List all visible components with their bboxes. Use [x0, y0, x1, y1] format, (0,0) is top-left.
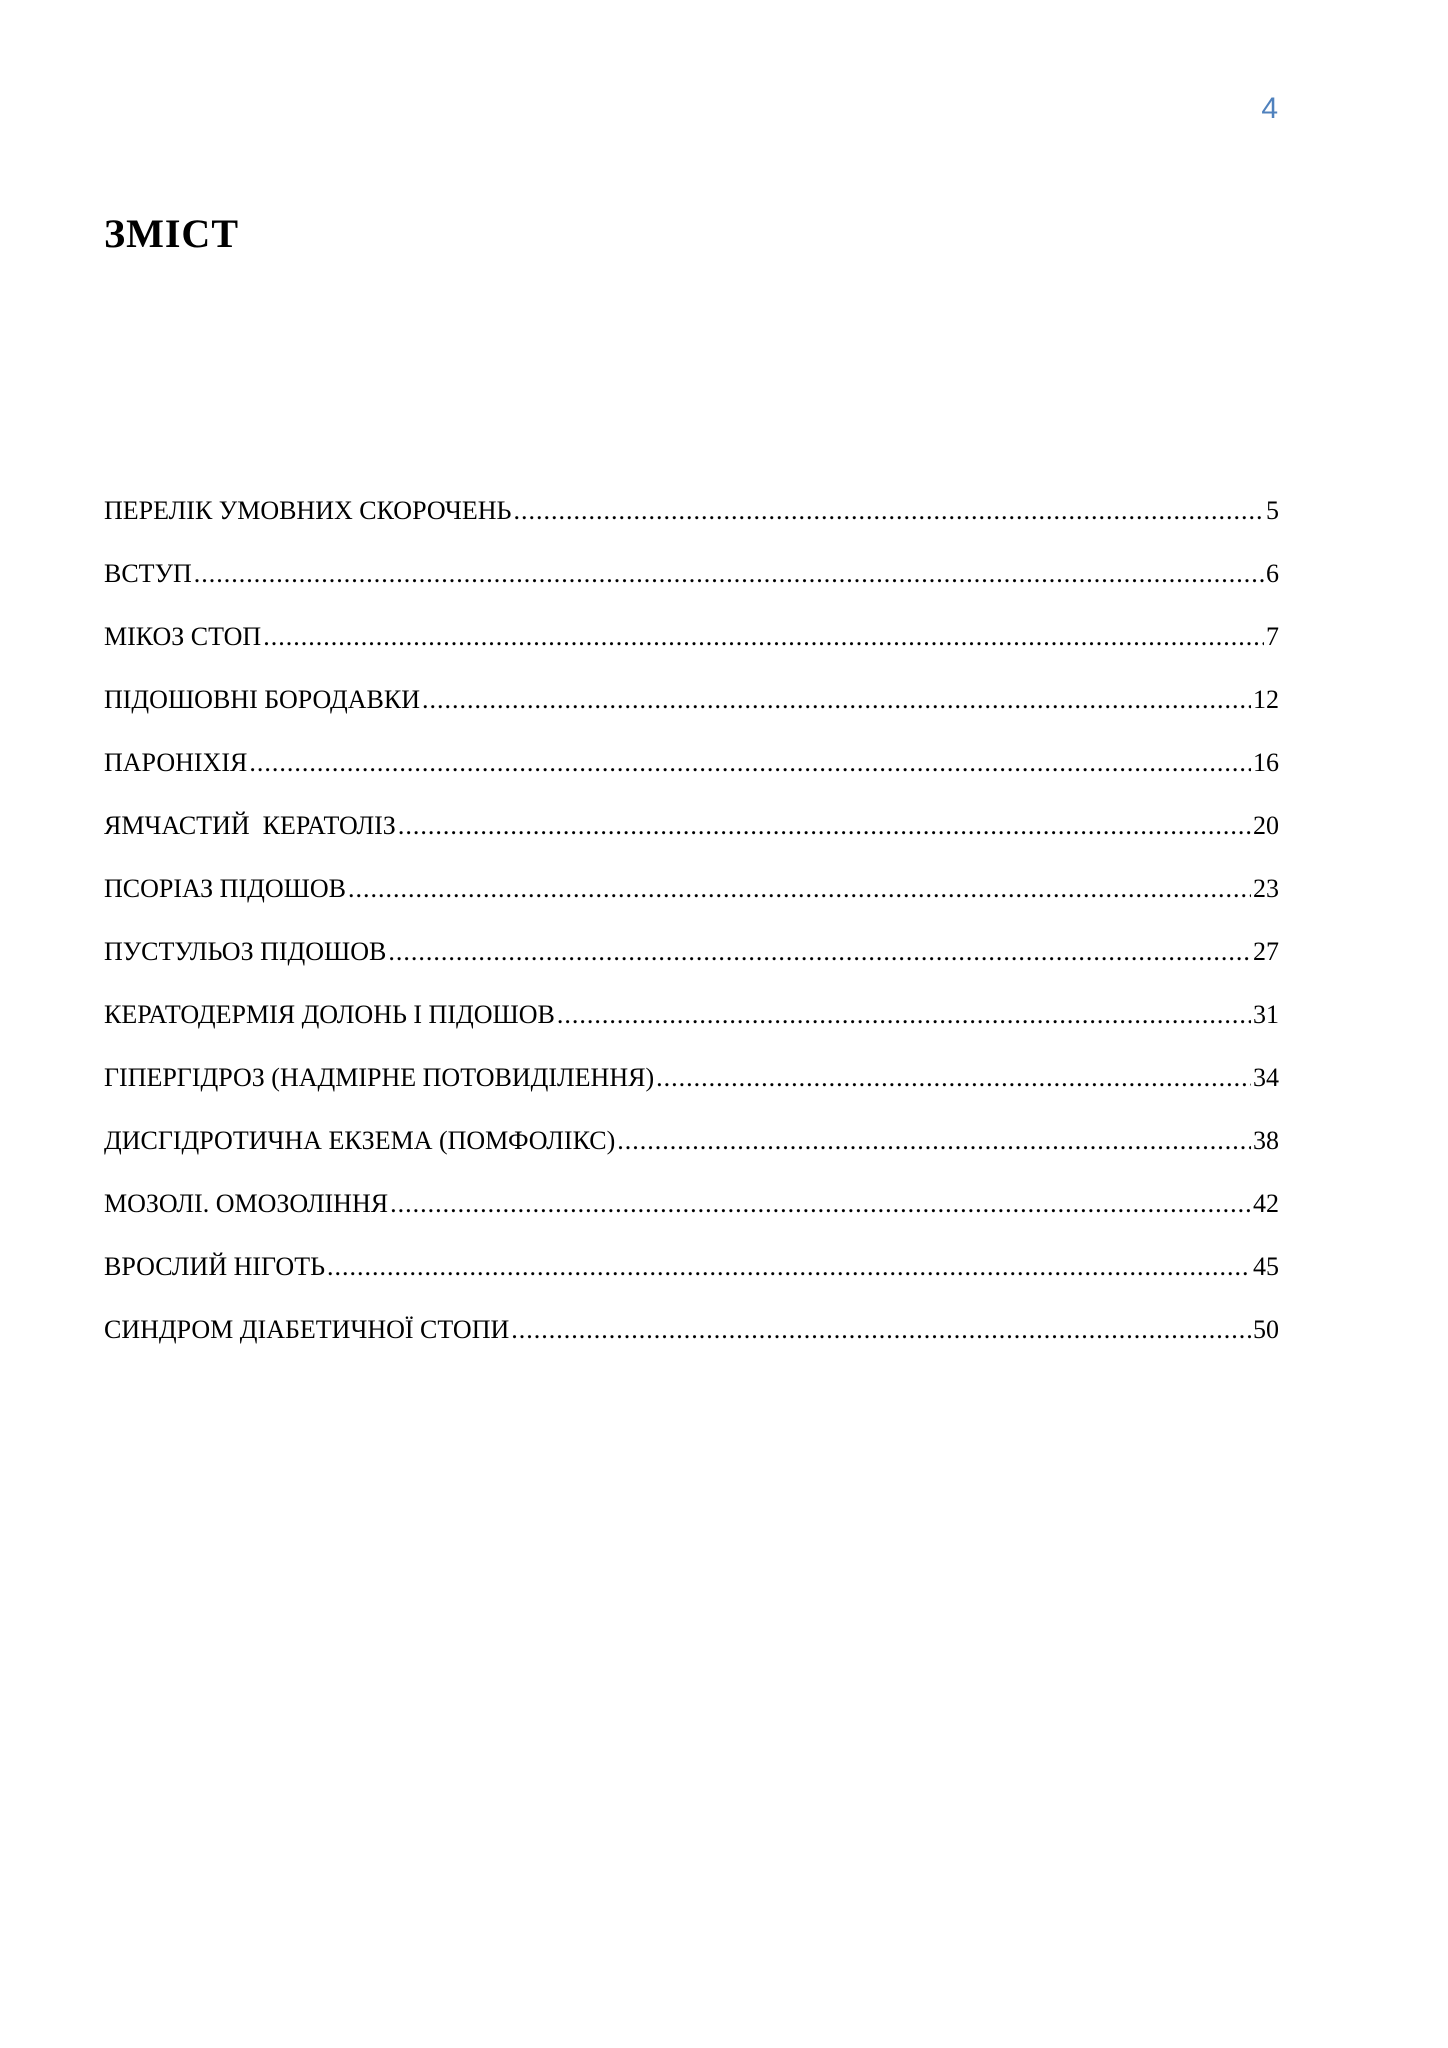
toc-entry-title: СИНДРОМ ДІАБЕТИЧНОЇ СТОПИ [104, 1315, 510, 1344]
toc-dot-leader [557, 998, 1251, 1032]
toc-dot-leader [263, 620, 1264, 654]
toc-dot-leader [327, 1250, 1251, 1284]
toc-entry[interactable] [104, 998, 1279, 1061]
toc-entry-title: ЯМЧАСТИЙ КЕРАТОЛІЗ [104, 811, 396, 840]
toc-entry-title: ПАРОНІХІЯ [104, 748, 248, 777]
toc-entry-title: МІКОЗ СТОП [104, 622, 262, 651]
toc-dot-leader [513, 494, 1264, 528]
toc-entry-page: 45 [1253, 1252, 1279, 1281]
toc-entry-title: ПІДОШОВНІ БОРОДАВКИ [104, 685, 420, 714]
toc-entry-title: ПУСТУЛЬОЗ ПІДОШОВ [104, 937, 387, 966]
toc-entry[interactable] [104, 1124, 1279, 1187]
toc-entry[interactable] [104, 809, 1279, 872]
toc-entry[interactable] [104, 1313, 1279, 1376]
toc-entry-page: 7 [1266, 622, 1279, 651]
toc-dot-leader [422, 683, 1251, 717]
toc-entry-title: ДИСГІДРОТИЧНА ЕКЗЕМА (ПОМФОЛІКС) [104, 1126, 616, 1155]
toc-entry-page: 38 [1253, 1126, 1279, 1155]
toc-entry-page: 6 [1266, 559, 1279, 588]
toc-entry[interactable] [104, 935, 1279, 998]
toc-entry[interactable] [104, 683, 1279, 746]
toc-dot-leader [398, 809, 1251, 843]
toc-entry-page: 20 [1253, 811, 1279, 840]
toc-entry-page: 12 [1253, 685, 1279, 714]
toc-entry-title: ВСТУП [104, 559, 192, 588]
toc-dot-leader [656, 1061, 1251, 1095]
toc-entry-page: 23 [1253, 874, 1279, 903]
toc-dot-leader [388, 935, 1251, 969]
toc-entry-page: 50 [1253, 1315, 1279, 1344]
toc-entry-title: ГІПЕРГІДРОЗ (НАДМІРНЕ ПОТОВИДІЛЕННЯ) [104, 1063, 655, 1092]
toc-entry-page: 27 [1253, 937, 1279, 966]
toc-entry-title: ПЕРЕЛІК УМОВНИХ СКОРОЧЕНЬ [104, 496, 512, 525]
toc-entry-page: 16 [1253, 748, 1279, 777]
toc-entry-page: 34 [1253, 1063, 1279, 1092]
toc-dot-leader [511, 1313, 1251, 1347]
toc-entry[interactable] [104, 1187, 1279, 1250]
toc-dot-leader [390, 1187, 1251, 1221]
page-number: 4 [1261, 92, 1278, 125]
toc-heading: ЗМІСТ [104, 211, 239, 256]
toc-entry-title: ПСОРІАЗ ПІДОШОВ [104, 874, 346, 903]
toc-entry[interactable] [104, 1061, 1279, 1124]
toc-entry-page: 42 [1253, 1189, 1279, 1218]
toc-entry[interactable] [104, 494, 1279, 557]
toc-entry[interactable] [104, 1250, 1279, 1313]
toc-entry[interactable] [104, 620, 1279, 683]
toc-entry-title: КЕРАТОДЕРМІЯ ДОЛОНЬ І ПІДОШОВ [104, 1000, 555, 1029]
toc-dot-leader [249, 746, 1251, 780]
toc-entry[interactable] [104, 746, 1279, 809]
toc-entry[interactable] [104, 872, 1279, 935]
toc-dot-leader [348, 872, 1251, 906]
toc-entry[interactable] [104, 557, 1279, 620]
toc-dot-leader [617, 1124, 1251, 1158]
toc-entry-page: 5 [1266, 496, 1279, 525]
toc-entry-title: МОЗОЛІ. ОМОЗОЛІННЯ [104, 1189, 389, 1218]
toc-entry-title: ВРОСЛИЙ НІГОТЬ [104, 1252, 325, 1281]
toc-dot-leader [194, 557, 1264, 591]
toc-entry-page: 31 [1253, 1000, 1279, 1029]
table-of-contents [104, 494, 1279, 1376]
